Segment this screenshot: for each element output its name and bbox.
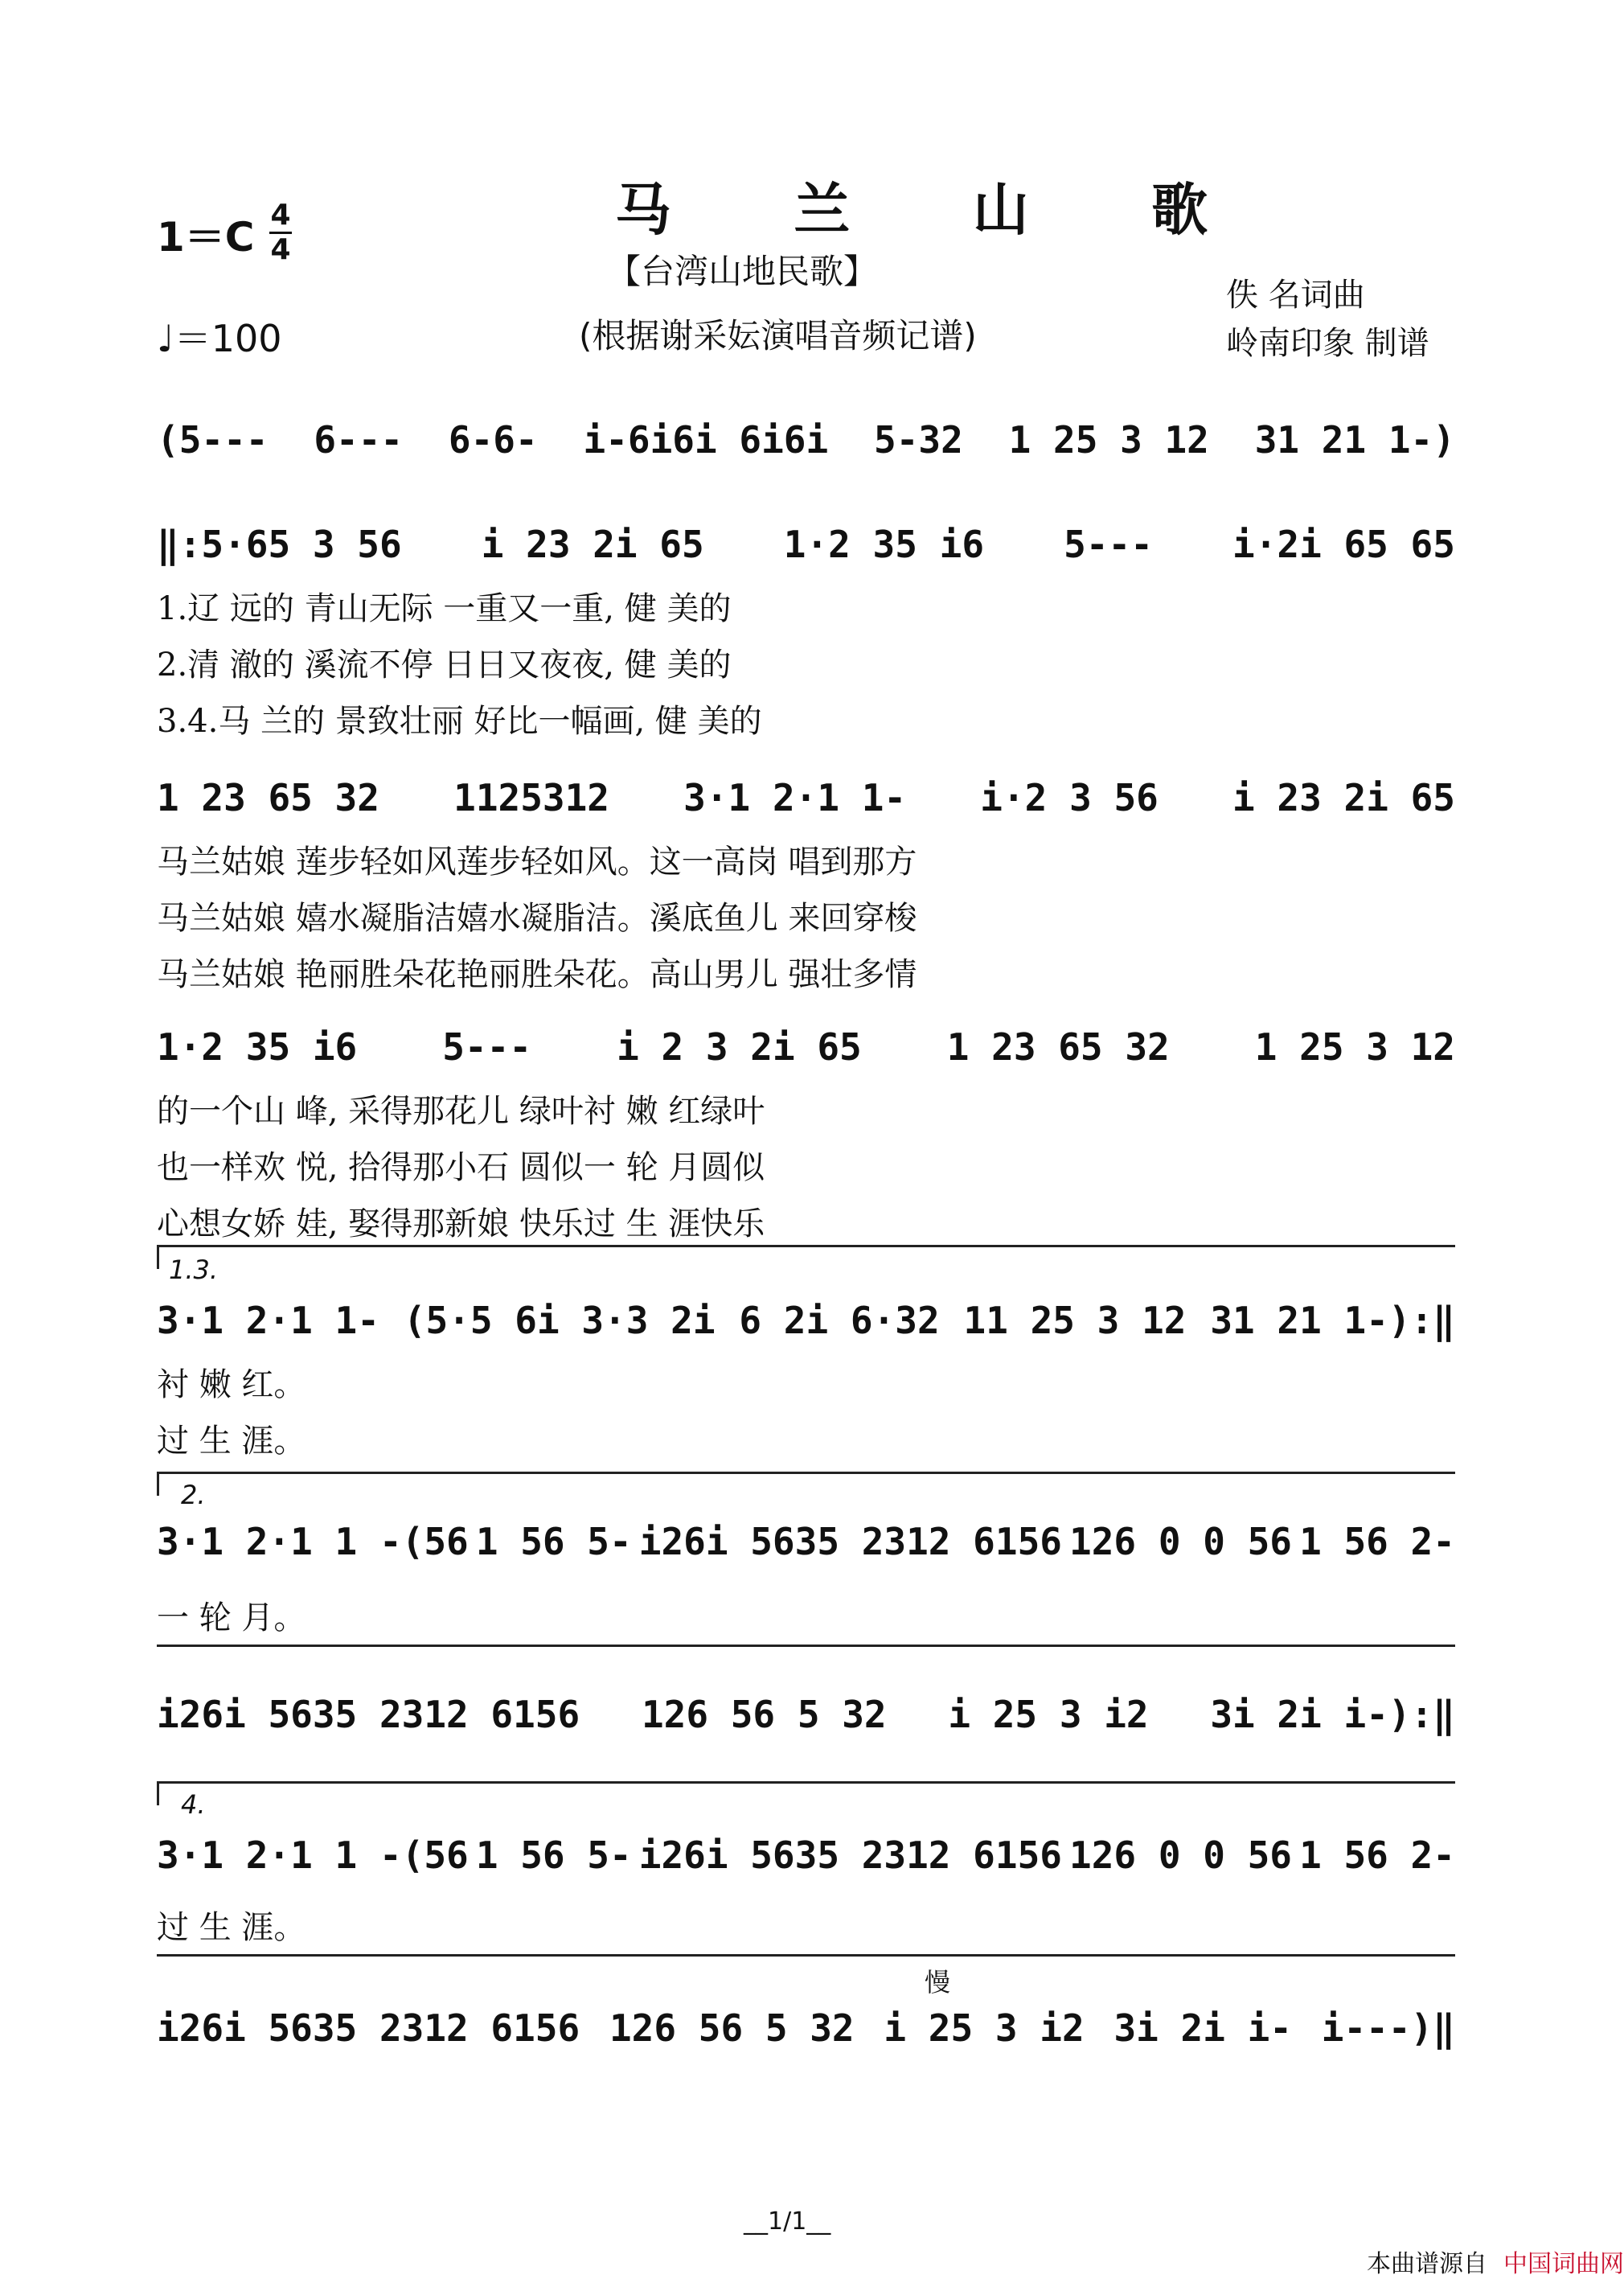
measure: i26i 5635 2312 6156: [157, 2006, 580, 2050]
measure: i·2i 65 65: [1232, 523, 1455, 566]
measure: 1 25 3 12: [1254, 1025, 1455, 1069]
lyric-line: 马兰姑娘 莲步轻如风莲步轻如风。这一高岗 唱到那方: [157, 844, 917, 881]
measure: 31 21 1-): [1254, 418, 1455, 462]
score-system-8: [157, 1833, 1455, 1877]
time-top: 4: [270, 199, 291, 232]
measure: i·2 3 56: [980, 776, 1159, 819]
measure: 1·2 35 i6: [783, 523, 985, 566]
lyric-line: 1.辽 远的 青山无际 一重又一重, 健 美的: [157, 590, 732, 627]
measure: i 23 2i 65: [481, 523, 704, 566]
key-signature: 1＝C: [157, 214, 255, 261]
measure: 1 56 2-: [1299, 1520, 1455, 1563]
measure: 126 0 0 56: [1069, 1520, 1292, 1563]
volta-number: 1.3.: [169, 1254, 219, 1285]
song-title: 马 兰 山 歌: [615, 176, 1260, 243]
lyric-line: 衬 嫩 红。: [157, 1366, 306, 1403]
measure: 6---: [314, 418, 404, 462]
volta-bracket: [157, 1472, 1455, 1474]
measure: 1125312: [453, 776, 609, 819]
score-system-6: [157, 1520, 1455, 1563]
measure: 1 25 3 12: [1008, 418, 1209, 462]
measure: 1 56 5-: [475, 1833, 632, 1877]
measure: ‖:5·65 3 56: [157, 523, 402, 566]
volta-bracket: [157, 1781, 1455, 1784]
time-bottom: 4: [270, 233, 291, 266]
page-number: __1/1__: [744, 2207, 831, 2236]
volta-bracket-edge: [157, 1245, 159, 1269]
measure: 126 56 5 32: [609, 2006, 855, 2050]
score-system-2: [157, 523, 1455, 566]
measure: 126 56 5 32: [641, 1693, 887, 1736]
transcription-note: (根据谢采妘演唱音频记谱): [579, 316, 977, 355]
measure: 3i 2i i-):‖: [1210, 1693, 1455, 1736]
measure: 1·2 35 i6: [157, 1025, 358, 1069]
volta-continuation: [157, 1954, 1455, 1957]
lyric-line: 马兰姑娘 艳丽胜朵花艳丽胜朵花。高山男儿 强壮多情: [157, 956, 917, 993]
measure: 1 56 2-: [1299, 1833, 1455, 1877]
measure: i26i 5635 2312 6156: [638, 1520, 1062, 1563]
measure: i---)‖: [1321, 2006, 1455, 2050]
lyric-line: 过 生 涯。: [157, 1909, 306, 1946]
credit-transcriber: 岭南印象 制谱: [1226, 325, 1429, 362]
site-name: 中国词曲网: [1503, 2250, 1624, 2278]
score-system-7: [157, 1693, 1455, 1736]
lyric-line: 3.4.马 兰的 景致壮丽 好比一幅画, 健 美的: [157, 703, 762, 740]
measure: 1 56 5-: [475, 1520, 632, 1563]
volta-continuation: [157, 1645, 1455, 1647]
measure: i 25 3 i2: [948, 1693, 1149, 1736]
measure: 5---: [442, 1025, 532, 1069]
score-system-3: [157, 776, 1455, 819]
score-system-4: [157, 1025, 1455, 1069]
volta-number: 4.: [181, 1789, 206, 1820]
lyric-line: 的一个山 峰, 采得那花儿 绿叶衬 嫩 红绿叶: [157, 1093, 765, 1130]
measure: 1 23 65 32: [946, 1025, 1170, 1069]
measure: 5---: [1064, 523, 1153, 566]
measure: i26i 5635 2312 6156: [638, 1833, 1062, 1877]
tempo-marking: ♩＝100: [157, 317, 282, 360]
lyric-line: 心想女娇 娃, 娶得那新娘 快乐过 生 涯快乐: [157, 1205, 765, 1242]
measure: 3·1 2·1 1-: [683, 776, 907, 819]
measure: 3i 2i i-: [1113, 2006, 1292, 2050]
score-system-5: [157, 1299, 1455, 1342]
measure: 126 0 0 56: [1069, 1833, 1292, 1877]
measure: 5-32: [874, 418, 963, 462]
score-system-1: [157, 418, 1455, 462]
measure: 3·1 2·1 1-: [157, 1299, 379, 1342]
measure: i-6i6i 6i6i: [583, 418, 829, 462]
measure: 1 23 65 32: [157, 776, 379, 819]
volta-bracket-edge: [157, 1781, 159, 1805]
lyric-line: 过 生 涯。: [157, 1423, 306, 1460]
measure: 31 21 1-):‖: [1210, 1299, 1455, 1342]
score-system-9: [157, 2006, 1455, 2050]
lyric-line: 2.清 澈的 溪流不停 日日又夜夜, 健 美的: [157, 647, 732, 684]
measure: 6 2i 6·32: [739, 1299, 940, 1342]
measure: 6-6-: [448, 418, 538, 462]
measure: i26i 5635 2312 6156: [157, 1693, 580, 1736]
credit-composer: 佚 名词曲: [1226, 277, 1365, 314]
measure: i 23 2i 65: [1232, 776, 1455, 819]
measure: i 25 3 i2: [884, 2006, 1085, 2050]
source-label: 本曲谱源自: [1367, 2250, 1487, 2278]
measure: 3·1 2·1 1 -(56: [157, 1520, 469, 1563]
measure: i 2 3 2i 65: [617, 1025, 862, 1069]
volta-number: 2.: [181, 1480, 206, 1510]
volta-bracket: [157, 1245, 1455, 1247]
measure: 11 25 3 12: [963, 1299, 1187, 1342]
lyric-line: 马兰姑娘 嬉水凝脂洁嬉水凝脂洁。溪底鱼儿 来回穿梭: [157, 900, 917, 937]
measure: (5---: [157, 418, 269, 462]
volta-bracket-edge: [157, 1472, 159, 1496]
lyric-line: 一 轮 月。: [157, 1599, 306, 1636]
time-signature: [269, 201, 292, 265]
genre-label: 【台湾山地民歌】: [607, 252, 878, 291]
measure: 3·1 2·1 1 -(56: [157, 1833, 469, 1877]
tempo-slow-marking: 慢: [925, 1967, 951, 1998]
measure: (5·5 6i 3·3 2i: [403, 1299, 716, 1342]
lyric-line: 也一样欢 悦, 拾得那小石 圆似一 轮 月圆似: [157, 1149, 765, 1186]
